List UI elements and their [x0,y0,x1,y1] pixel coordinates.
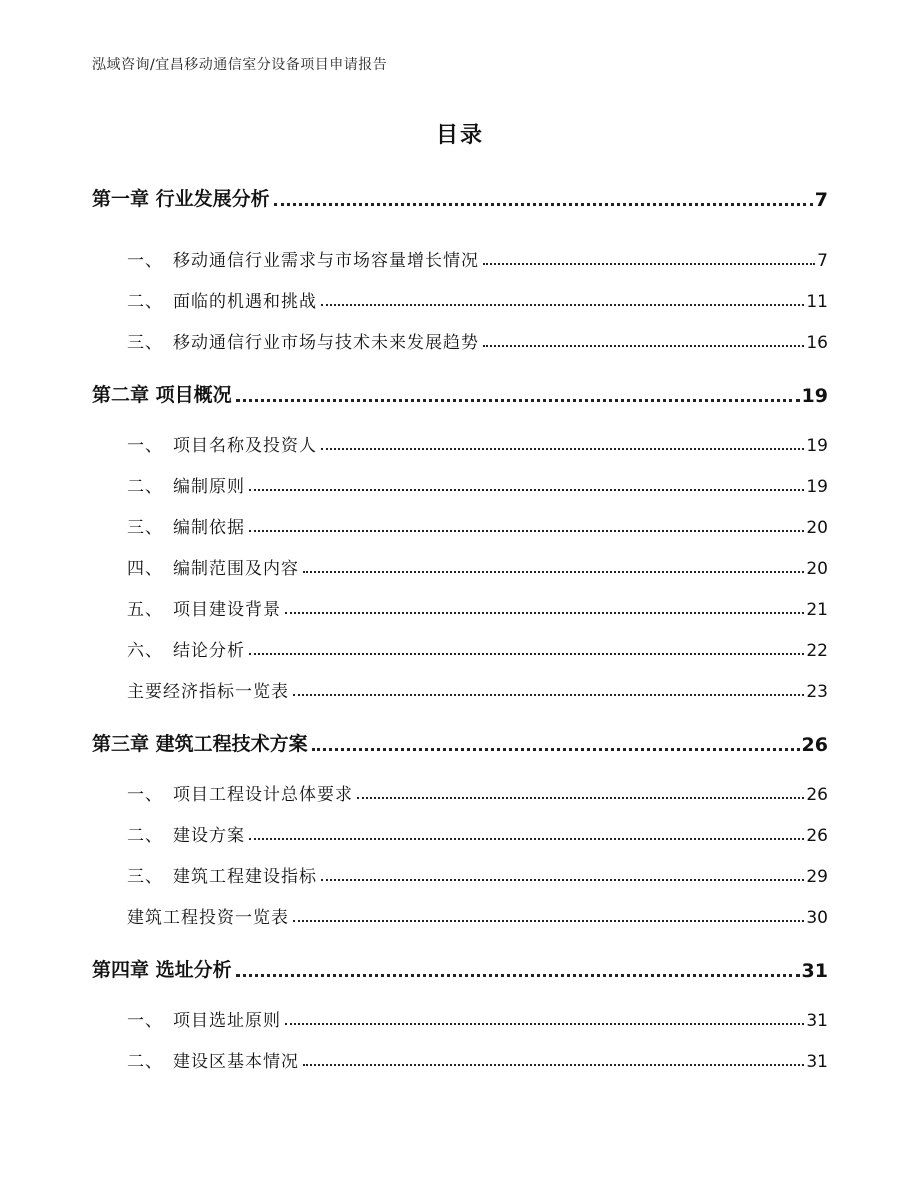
dot-leader [249,489,804,491]
toc-entry-label [127,1006,281,1031]
dot-leader [321,879,804,881]
dot-leader [303,571,804,573]
toc-page-number: 31 [806,1052,828,1072]
dot-leader [321,304,804,306]
toc-entry-title: 项目名称及投资人 [173,436,317,456]
toc-entry-label [92,184,270,211]
dot-leader [249,838,804,840]
toc-entry-title: 结论分析 [173,641,245,661]
toc-entry-label [127,431,317,456]
dot-leader [293,694,804,696]
dot-leader [357,797,804,799]
toc-page-number: 19 [806,436,828,456]
toc-chapter-entry[interactable] [92,380,828,407]
toc-section-entry[interactable] [127,513,828,538]
toc-section-entry[interactable] [127,903,828,928]
toc-entry-title: 建设方案 [173,826,245,846]
toc-chapter-entry[interactable] [92,955,828,982]
toc-page-number: 29 [806,867,828,887]
toc-entry-title: 项目工程设计总体要求 [173,785,353,805]
toc-entry-title: 项目建设背景 [173,600,281,620]
toc-section-entry[interactable] [127,677,828,702]
toc-entry-title: 第三章 建筑工程技术方案 [92,733,308,755]
toc-entry-number: 一、 [127,785,163,805]
toc-entry-number: 一、 [127,1011,163,1031]
dot-leader [483,263,815,265]
toc-section-entry[interactable] [127,554,828,579]
toc-section-entry[interactable] [127,1006,828,1031]
toc-entry-title: 第一章 行业发展分析 [92,188,270,210]
page-title: 目录 [435,123,484,148]
toc-entry-number: 二、 [127,477,163,497]
toc-section-entry[interactable] [127,287,828,312]
toc-entry-label [127,246,479,271]
toc-page-number: 19 [801,385,828,407]
toc-page-number: 30 [806,908,828,928]
dot-leader [249,653,804,655]
dot-leader [321,448,804,450]
toc-entry-number: 三、 [127,518,163,538]
toc-section-entry[interactable] [127,636,828,661]
toc-entry-label [92,729,308,756]
toc-entry-label [127,472,245,497]
toc-entry-label [127,821,245,846]
toc-section-entry[interactable] [127,246,828,271]
toc-entry-label [127,328,479,353]
toc-page-number: 26 [806,826,828,846]
running-header: 泓域咨询/宜昌移动通信室分设备项目申请报告 [92,57,388,73]
toc-chapter-entry[interactable] [92,729,828,756]
toc-entry-number: 四、 [127,559,163,579]
toc-entry-title: 主要经济指标一览表 [127,682,289,702]
dot-leader [312,748,800,751]
toc-entry-label [127,595,281,620]
toc-entry-label [127,780,353,805]
toc-entry-number: 三、 [127,333,163,353]
toc-section-entry[interactable] [127,431,828,456]
toc-page-number: 7 [817,251,828,271]
toc-entry-title: 第二章 项目概况 [92,384,232,406]
toc-page-number: 19 [806,477,828,497]
toc-entry-label [127,862,317,887]
dot-leader [285,1023,804,1025]
toc-section-entry[interactable] [127,595,828,620]
toc-entry-label [127,636,245,661]
toc-entry-label [127,513,245,538]
toc-section-entry[interactable] [127,862,828,887]
toc-entry-label [92,380,232,407]
toc-entry-number: 二、 [127,292,163,312]
dot-leader [483,345,804,347]
toc-section-entry[interactable] [127,328,828,353]
toc-page-number: 31 [806,1011,828,1031]
dot-leader [274,203,813,206]
dot-leader [236,974,800,977]
toc-entry-number: 六、 [127,641,163,661]
toc-page-number: 22 [806,641,828,661]
toc-entry-number: 五、 [127,600,163,620]
toc-section-entry[interactable] [127,1047,828,1072]
toc-chapter-entry[interactable] [92,184,828,211]
toc-page-number: 26 [806,785,828,805]
toc-entry-title: 移动通信行业市场与技术未来发展趋势 [173,333,479,353]
dot-leader [285,612,804,614]
toc-entry-number: 一、 [127,251,163,271]
toc-page-number: 21 [806,600,828,620]
toc-entry-title: 编制原则 [173,477,245,497]
toc-page-number: 20 [806,559,828,579]
toc-entry-number: 三、 [127,867,163,887]
dot-leader [303,1064,804,1066]
toc-entry-number: 一、 [127,436,163,456]
toc-entry-label [127,554,299,579]
dot-leader [249,530,804,532]
toc-entry-title: 面临的机遇和挑战 [173,292,317,312]
toc-entry-label [127,677,289,702]
toc-page-number: 23 [806,682,828,702]
toc-entry-number: 二、 [127,826,163,846]
toc-page-number: 7 [814,189,828,211]
toc-entry-title: 建设区基本情况 [173,1052,299,1072]
toc-page-number: 31 [801,960,828,982]
toc-entry-title: 编制范围及内容 [173,559,299,579]
toc-entry-label [92,955,232,982]
toc-entry-title: 编制依据 [173,518,245,538]
toc-section-entry[interactable] [127,472,828,497]
toc-section-entry[interactable] [127,780,828,805]
toc-entry-label [127,903,289,928]
toc-page-number: 11 [806,292,828,312]
toc-page-number: 26 [801,734,828,756]
toc-entry-label [127,287,317,312]
toc-page-number: 16 [806,333,828,353]
toc-entry-title: 移动通信行业需求与市场容量增长情况 [173,251,479,271]
toc-entry-title: 建筑工程建设指标 [173,867,317,887]
dot-leader [293,920,804,922]
dot-leader [236,399,800,402]
toc-entry-title: 项目选址原则 [173,1011,281,1031]
toc-entry-title: 建筑工程投资一览表 [127,908,289,928]
toc-page-number: 20 [806,518,828,538]
toc-section-entry[interactable] [127,821,828,846]
toc-entry-label [127,1047,299,1072]
toc-entry-number: 二、 [127,1052,163,1072]
toc-entry-title: 第四章 选址分析 [92,959,232,981]
